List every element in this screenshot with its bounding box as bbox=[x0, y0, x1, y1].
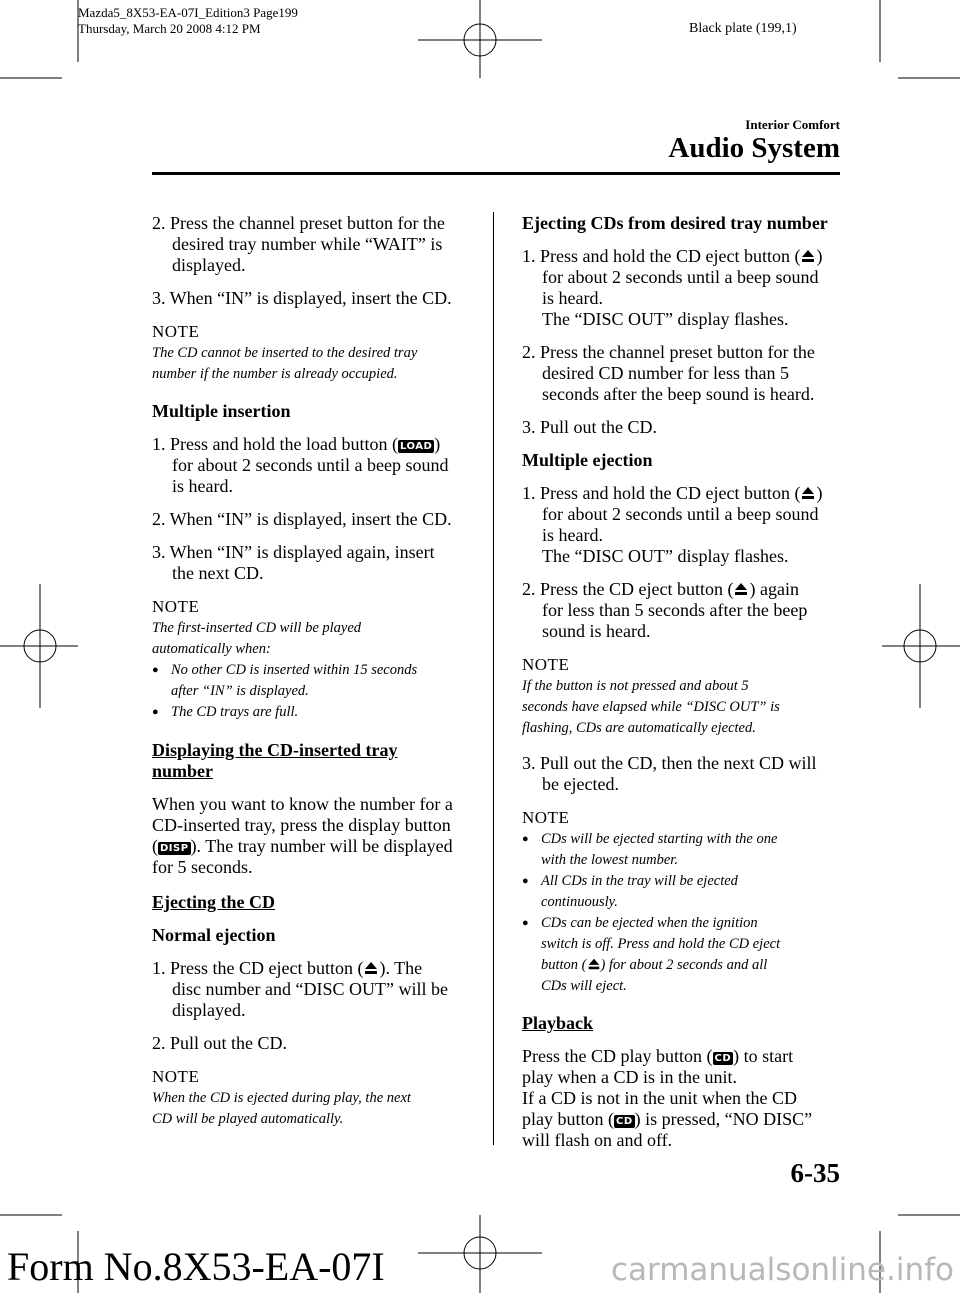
insertion-step-1-text: 1. Press and hold the load button ( bbox=[152, 434, 398, 454]
note-bullet-line: switch is off. Press and hold the CD eject bbox=[541, 936, 781, 952]
multiple-insertion-heading: Multiple insertion bbox=[152, 401, 291, 421]
display-tray-paragraph bbox=[152, 794, 482, 878]
multi-eject-step-1-text: ) bbox=[816, 483, 823, 503]
display-tray-heading-line-b: number bbox=[152, 761, 214, 781]
note-text bbox=[522, 676, 844, 739]
multi-eject-step-2-line-c: sound is heard. bbox=[542, 621, 651, 641]
step-2-line-b: desired tray number while “WAIT” is bbox=[172, 234, 443, 254]
desired-tray-heading: Ejecting CDs from desired tray number bbox=[522, 213, 828, 233]
desired-step-1-text: ) bbox=[816, 246, 823, 266]
note-text bbox=[152, 343, 482, 385]
insertion-step-3-line-b: the next CD. bbox=[172, 563, 264, 583]
note-heading: NOTE bbox=[152, 1067, 200, 1086]
print-meta bbox=[78, 5, 298, 37]
note-bullet-text: button ( bbox=[541, 957, 587, 973]
multi-eject-step-1-line-c: is heard. bbox=[542, 525, 603, 545]
note-bullet-line: after “IN” is displayed. bbox=[171, 683, 309, 699]
multi-eject-step-1 bbox=[522, 483, 844, 567]
note-line: number if the number is already occupied. bbox=[152, 366, 398, 382]
bullet-icon: ● bbox=[522, 917, 529, 929]
insertion-step-1 bbox=[152, 434, 482, 497]
load-button-icon: LOAD bbox=[399, 441, 433, 452]
note-text bbox=[152, 1088, 482, 1130]
paragraph-line: play when a CD is in the unit. bbox=[522, 1067, 737, 1087]
ejection-step-2: 2. Pull out the CD. bbox=[152, 1033, 288, 1053]
bullet-icon: ● bbox=[152, 664, 159, 676]
ejecting-heading: Ejecting the CD bbox=[152, 892, 275, 912]
note-text bbox=[152, 618, 482, 723]
note-line: The CD cannot be inserted to the desired tray bbox=[152, 345, 418, 361]
note-line: flashing, CDs are automatically ejected. bbox=[522, 720, 756, 736]
ejection-step-1-line-b: disc number and “DISC OUT” will be bbox=[172, 979, 448, 999]
print-meta-line2: Thursday, March 20 2008 4:12 PM bbox=[78, 21, 261, 36]
eject-icon bbox=[800, 485, 816, 501]
insertion-step-2: 2. When “IN” is displayed, insert the CD. bbox=[152, 509, 452, 529]
note-bullet-line: The CD trays are full. bbox=[171, 704, 299, 720]
display-tray-heading-line-a: Displaying the CD-inserted tray bbox=[152, 740, 398, 760]
note-bullet bbox=[522, 871, 844, 913]
note-line: CD will be played automatically. bbox=[152, 1111, 344, 1127]
desired-step-2 bbox=[522, 342, 844, 405]
note-line: The first-inserted CD will be played bbox=[152, 620, 362, 636]
step-2-line-c: displayed. bbox=[172, 255, 246, 275]
paragraph-text: ) to start bbox=[733, 1046, 794, 1066]
note-line: automatically when: bbox=[152, 641, 271, 657]
section-label: Interior Comfort bbox=[745, 117, 840, 132]
multi-eject-step-1-text: 1. Press and hold the CD eject button ( bbox=[522, 483, 801, 503]
note-line: When the CD is ejected during play, the next bbox=[152, 1090, 411, 1106]
page-title: Audio System bbox=[668, 132, 840, 164]
disp-button-icon: DISP bbox=[160, 843, 189, 854]
playback-heading: Playback bbox=[522, 1013, 594, 1033]
note-bullet-line: CDs can be ejected when the ignition bbox=[541, 915, 758, 931]
desired-step-1 bbox=[522, 246, 844, 330]
normal-ejection-heading: Normal ejection bbox=[152, 925, 276, 945]
paragraph-line: If a CD is not in the unit when the CD bbox=[522, 1088, 797, 1108]
note-bullet bbox=[522, 913, 844, 997]
note-heading: NOTE bbox=[152, 322, 200, 341]
paragraph-line: for 5 seconds. bbox=[152, 857, 253, 877]
ejection-step-1-text: 1. Press the CD eject button ( bbox=[152, 958, 364, 978]
cd-button-icon: CD bbox=[714, 1053, 732, 1064]
step-3: 3. When “IN” is displayed, insert the CD. bbox=[152, 288, 452, 308]
eject-icon bbox=[733, 581, 749, 597]
watermark: carmanualsonline.info bbox=[610, 1252, 954, 1288]
desired-step-1-text: 1. Press and hold the CD eject button ( bbox=[522, 246, 801, 266]
paragraph-line: CD-inserted tray, press the display button bbox=[152, 815, 451, 835]
eject-icon bbox=[800, 248, 816, 264]
desired-step-1-line-d: The “DISC OUT” display flashes. bbox=[542, 309, 789, 329]
column-divider bbox=[493, 212, 494, 1145]
note-bullet bbox=[522, 829, 844, 871]
note-line: If the button is not pressed and about 5 bbox=[522, 678, 749, 694]
desired-step-2-line-c: seconds after the beep sound is heard. bbox=[542, 384, 815, 404]
note-line: seconds have elapsed while “DISC OUT” is bbox=[522, 699, 780, 715]
multi-eject-step-3-line-a: 3. Pull out the CD, then the next CD will bbox=[522, 753, 817, 773]
ejection-step-1 bbox=[152, 958, 482, 1021]
desired-step-1-line-c: is heard. bbox=[542, 288, 603, 308]
paragraph-text: play button ( bbox=[522, 1109, 614, 1129]
desired-step-3: 3. Pull out the CD. bbox=[522, 417, 658, 437]
paragraph-text: ). The tray number will be displayed bbox=[190, 836, 453, 856]
ejection-step-1-text: ). The bbox=[379, 958, 423, 978]
note-heading: NOTE bbox=[522, 655, 570, 674]
insertion-step-3 bbox=[152, 542, 482, 584]
insertion-step-1-line-c: is heard. bbox=[172, 476, 233, 496]
note-bullet-text: ) for about 2 seconds and all bbox=[600, 957, 768, 973]
note-bullet-line: with the lowest number. bbox=[541, 852, 678, 868]
left-column bbox=[152, 213, 482, 1130]
note-bullet-line: No other CD is inserted within 15 seconds bbox=[171, 662, 418, 678]
note-text bbox=[522, 829, 844, 997]
multi-eject-step-3 bbox=[522, 753, 844, 795]
multi-eject-step-2-line-b: for less than 5 seconds after the beep bbox=[542, 600, 808, 620]
multi-eject-step-2-text: ) again bbox=[749, 579, 799, 599]
step-2-line-a: 2. Press the channel preset button for the bbox=[152, 213, 445, 233]
multi-eject-step-1-line-d: The “DISC OUT” display flashes. bbox=[542, 546, 789, 566]
cd-button-icon: CD bbox=[616, 1116, 633, 1127]
print-meta-line1: Mazda5_8X53-EA-07I_Edition3 Page199 bbox=[78, 5, 298, 20]
plate-label: Black plate (199,1) bbox=[689, 21, 797, 36]
desired-step-2-line-a: 2. Press the channel preset button for the bbox=[522, 342, 815, 362]
note-bullet bbox=[152, 660, 482, 702]
desired-step-2-line-b: desired CD number for less than 5 bbox=[542, 363, 789, 383]
note-bullet-line: CDs will eject. bbox=[541, 978, 627, 994]
page-number: 6-35 bbox=[790, 1158, 840, 1188]
ejection-step-1-line-c: displayed. bbox=[172, 1000, 246, 1020]
eject-icon bbox=[363, 960, 379, 976]
display-tray-heading bbox=[152, 740, 482, 782]
multi-eject-step-3-line-b: be ejected. bbox=[542, 774, 619, 794]
paragraph-text: ( bbox=[152, 836, 158, 856]
form-number: Form No.8X53-EA-07I bbox=[7, 1244, 385, 1289]
note-heading: NOTE bbox=[522, 808, 570, 827]
note-bullet-line: All CDs in the tray will be ejected bbox=[541, 873, 738, 889]
eject-icon bbox=[587, 957, 601, 971]
paragraph-text: Press the CD play button ( bbox=[522, 1046, 713, 1066]
playback-paragraph bbox=[522, 1046, 844, 1151]
bullet-icon: ● bbox=[522, 875, 529, 887]
multiple-ejection-heading: Multiple ejection bbox=[522, 450, 653, 470]
step-2 bbox=[152, 213, 482, 276]
bullet-icon: ● bbox=[522, 833, 529, 845]
insertion-step-1-line-b: for about 2 seconds until a beep sound bbox=[172, 455, 449, 475]
header-rule bbox=[152, 172, 840, 175]
note-bullet bbox=[152, 702, 482, 723]
right-column bbox=[522, 213, 844, 1151]
note-heading: NOTE bbox=[152, 597, 200, 616]
note-bullet-line: CDs will be ejected starting with the one bbox=[541, 831, 778, 847]
paragraph-line: When you want to know the number for a bbox=[152, 794, 453, 814]
note-bullet-line: continuously. bbox=[541, 894, 618, 910]
desired-step-1-line-b: for about 2 seconds until a beep sound bbox=[542, 267, 819, 287]
paragraph-line: will flash on and off. bbox=[522, 1130, 673, 1150]
paragraph-text: ) is pressed, “NO DISC” bbox=[634, 1109, 813, 1129]
multi-eject-step-2 bbox=[522, 579, 844, 642]
insertion-step-1-close: ) bbox=[434, 434, 441, 454]
multi-eject-step-1-line-b: for about 2 seconds until a beep sound bbox=[542, 504, 819, 524]
multi-eject-step-2-text: 2. Press the CD eject button ( bbox=[522, 579, 734, 599]
bullet-icon: ● bbox=[152, 706, 159, 718]
insertion-step-3-line-a: 3. When “IN” is displayed again, insert bbox=[152, 542, 435, 562]
